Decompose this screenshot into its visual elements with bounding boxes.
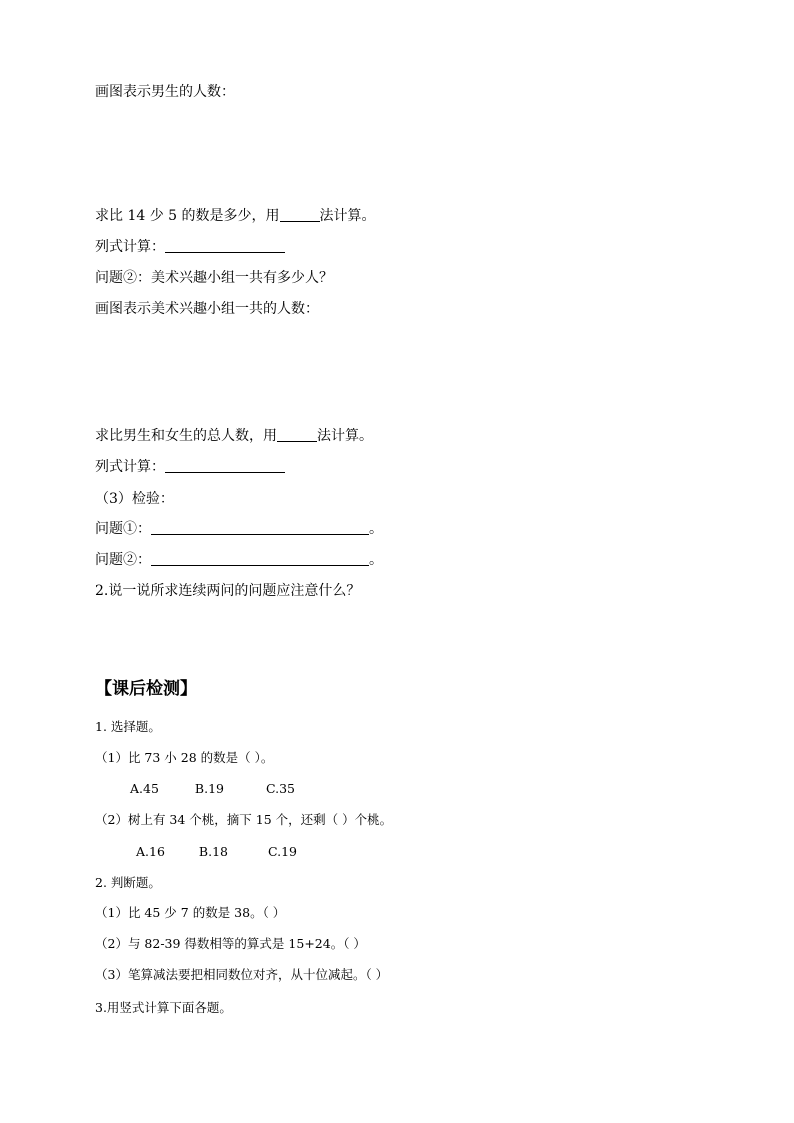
check-q2-label: 问题②： (95, 552, 151, 568)
question2-heading: 问题②：美术兴趣小组一共有多少人？ (95, 270, 333, 286)
choice-question-2: （2）树上有 34 个桃，摘下 15 个，还剩（ ）个桃。 (95, 812, 393, 827)
question2-suffix: 法计算。 (317, 428, 373, 444)
formula-line-2 (95, 458, 285, 476)
option-a[interactable]: A.45 (130, 781, 159, 796)
formula-label: 列式计算： (95, 239, 165, 255)
formula-blank-2[interactable] (165, 458, 285, 473)
formula-label: 列式计算： (95, 459, 165, 475)
draw-boys-prompt: 画图表示男生的人数： (95, 84, 235, 100)
judge-title: 2. 判断题。 (95, 875, 161, 890)
choice-question-1: （1）比 73 小 28 的数是（ ）。 (95, 750, 274, 765)
option-a[interactable]: A.16 (136, 844, 165, 859)
section-heading: 【课后检测】 (95, 679, 197, 699)
question1-method (95, 207, 376, 225)
question1-suffix: 法计算。 (319, 208, 376, 224)
question2-method (95, 427, 373, 445)
formula-blank-1[interactable] (165, 238, 285, 253)
check-q2-end: 。 (369, 552, 383, 568)
check-blank-2[interactable] (151, 551, 369, 566)
discussion-item: 2.说一说所求连续两问的问题应注意什么？ (95, 583, 361, 599)
choice-options-1 (130, 780, 295, 798)
check-question2 (95, 551, 383, 569)
judge-question-1: （1）比 45 少 7 的数是 38。（ ） (95, 905, 286, 920)
method-blank-1[interactable] (280, 207, 320, 222)
question1-text: 求比 14 少 5 的数是多少，用 (95, 208, 280, 224)
check-q1-end: 。 (369, 521, 383, 537)
draw-total-prompt: 画图表示美术兴趣小组一共的人数： (95, 301, 319, 317)
check-question1 (95, 520, 383, 538)
question2-text: 求比男生和女生的总人数，用 (95, 428, 277, 444)
vertical-calc-title: 3.用竖式计算下面各题。 (95, 1000, 232, 1015)
choice-options-2 (136, 843, 297, 861)
check-label: （3）检验： (95, 491, 174, 507)
check-q1-label: 问题①： (95, 521, 151, 537)
judge-question-3: （3）笔算减法要把相同数位对齐，从十位减起。（ ） (95, 967, 389, 982)
option-c[interactable]: C.19 (267, 844, 297, 859)
option-b[interactable]: B.19 (194, 781, 224, 796)
choice-title: 1. 选择题。 (95, 719, 161, 734)
check-blank-1[interactable] (151, 520, 369, 535)
option-b[interactable]: B.18 (198, 844, 228, 859)
method-blank-2[interactable] (277, 427, 317, 442)
judge-question-2: （2）与 82-39 得数相等的算式是 15+24。（ ） (95, 936, 366, 951)
option-c[interactable]: C.35 (265, 781, 295, 796)
formula-line-1 (95, 238, 285, 256)
